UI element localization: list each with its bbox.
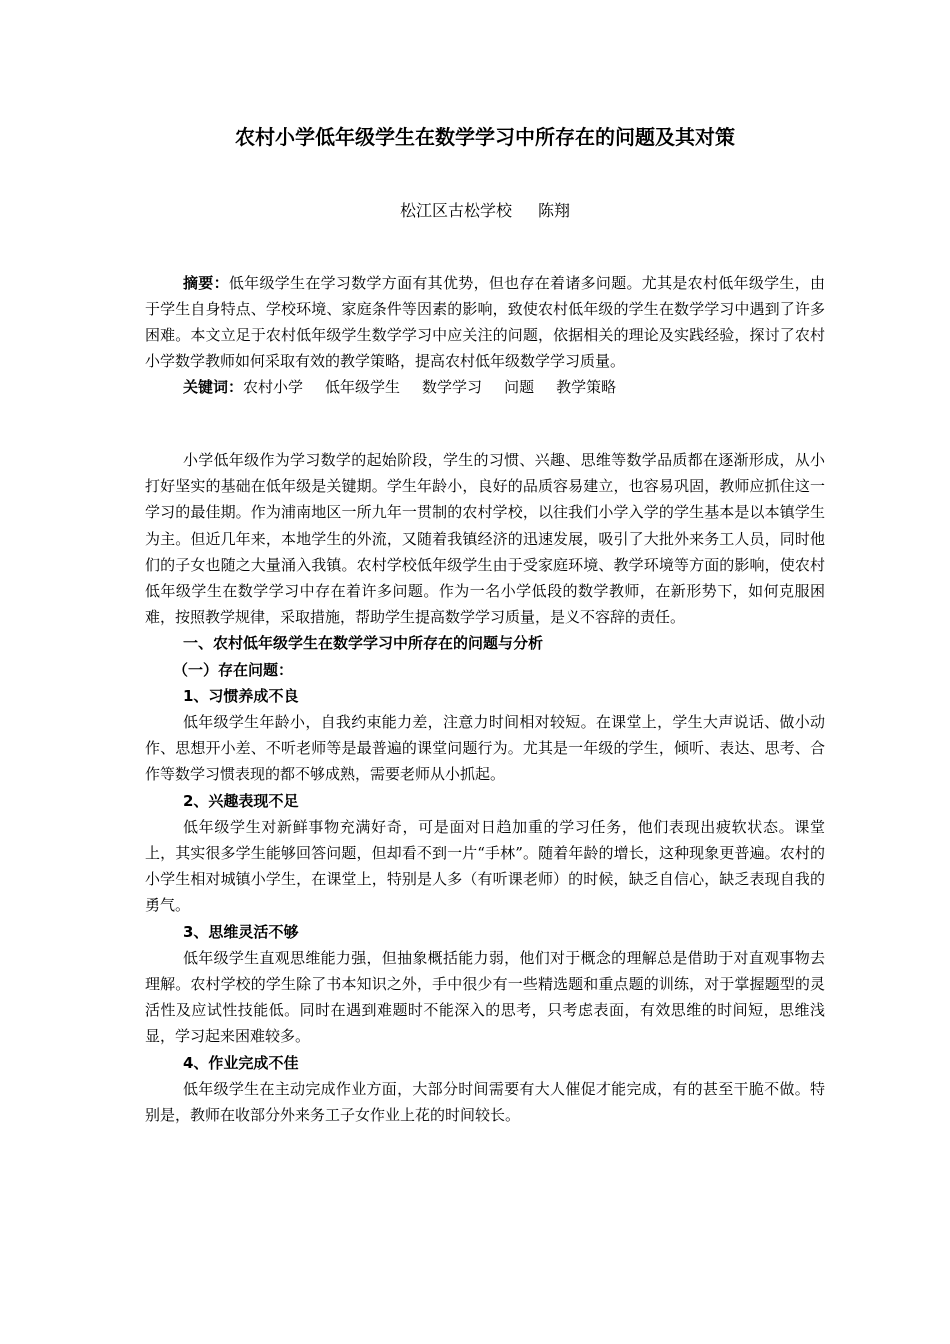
item-heading: 4、作业完成不佳	[183, 1053, 299, 1072]
item-heading: 2、兴趣表现不足	[183, 791, 299, 810]
abstract-paragraph	[145, 270, 825, 374]
keyword-item: 数学学习	[422, 378, 483, 396]
intro-paragraph: 小学低年级作为学习数学的起始阶段，学生的习惯、兴趣、思维等数学品质都在逐渐形成，从小打好坚实的基础在低年级是关键期。学生年龄小，良好的品质容易建立，也容易巩固，教师应抓住这一学习的最佳期。作为浦南地区一所九年一贯制的农村学校，以往我们小学入学的学生基本是以本镇学生为主。但近几年来，本地学生的外流，又随着我镇经济的迅速发展，吸引了大批外来务工人员，同时他们的子女也随之大量涌入我镇。农村学校低年级学生由于受家庭环境、教学环境等方面的影响，使农村低年级学生在数学学习中存在着许多问题。作为一名小学低段的数学教师，在新形势下，如何克服困难，按照教学规律，采取措施，帮助学生提高数学学习质量，是义不容辞的责任。	[145, 451, 825, 627]
item-paragraph: 低年级学生年龄小，自我约束能力差，注意力时间相对较短。在课堂上，学生大声说话、做小动作、思想开小差、不听老师等是最普遍的课堂问题行为。尤其是一年级的学生，倾听、表达、思考、合作等数学习惯表现的都不够成熟，需要老师从小抓起。	[145, 713, 825, 784]
abstract-text: 低年级学生在学习数学方面有其优势，但也存在着诸多问题。尤其是农村低年级学生，由于学生自身特点、学校环境、家庭条件等因素的影响，致使农村低年级的学生在数学学习中遇到了许多困难。本文立足于农村低年级学生数学学习中应关注的问题，依据相关的理论及实践经验，探讨了农村小学数学教师如何采取有效的教学策略，提高农村低年级数学学习质量。	[145, 274, 825, 370]
author-name: 陈翔	[538, 201, 571, 220]
keywords-label: 关键词：	[183, 378, 244, 396]
author-school: 松江区古松学校	[399, 201, 512, 220]
author-line	[145, 198, 825, 224]
item-paragraph: 低年级学生直观思维能力强，但抽象概括能力弱，他们对于概念的理解总是借助于对直观事物去理解。农村学校的学生除了书本知识之外，手中很少有一些精选题和重点题的训练，对于掌握题型的灵活性及应试性技能低。同时在遇到难题时不能深入的思考，只考虑表面，有效思维的时间短，思维浅显，学习起来困难较多。	[145, 948, 825, 1046]
keyword-item: 农村小学	[243, 378, 304, 396]
section-heading: 一、农村低年级学生在数学学习中所存在的问题与分析	[183, 634, 544, 653]
item-heading: 1、习惯养成不良	[183, 686, 299, 705]
keyword-item: 低年级学生	[325, 378, 401, 396]
page-title: 农村小学低年级学生在数学学习中所存在的问题及其对策	[235, 125, 735, 149]
subsection-heading: （一）存在问题：	[173, 660, 294, 679]
item-paragraph: 低年级学生在主动完成作业方面，大部分时间需要有大人催促才能完成，有的甚至干脆不做。特别是，教师在收部分外来务工子女作业上花的时间较长。	[145, 1079, 825, 1125]
keywords-paragraph	[145, 374, 825, 400]
abstract-section	[145, 270, 825, 400]
item-paragraph: 低年级学生对新鲜事物充满好奇，可是面对日趋加重的学习任务，他们表现出疲软状态。课堂上，其实很多学生能够回答问题，但却看不到一片“手林”。随着年龄的增长，这种现象更普遍。农村的小学生相对城镇小学生，在课堂上，特别是人多（有听课老师）的时候，缺乏自信心，缺乏表现自我的勇气。	[145, 817, 825, 915]
item-heading: 3、思维灵活不够	[183, 922, 299, 941]
keyword-item: 问题	[504, 378, 535, 396]
abstract-label: 摘要：	[183, 274, 229, 292]
keyword-item: 教学策略	[556, 378, 617, 396]
body-section	[145, 447, 825, 1128]
